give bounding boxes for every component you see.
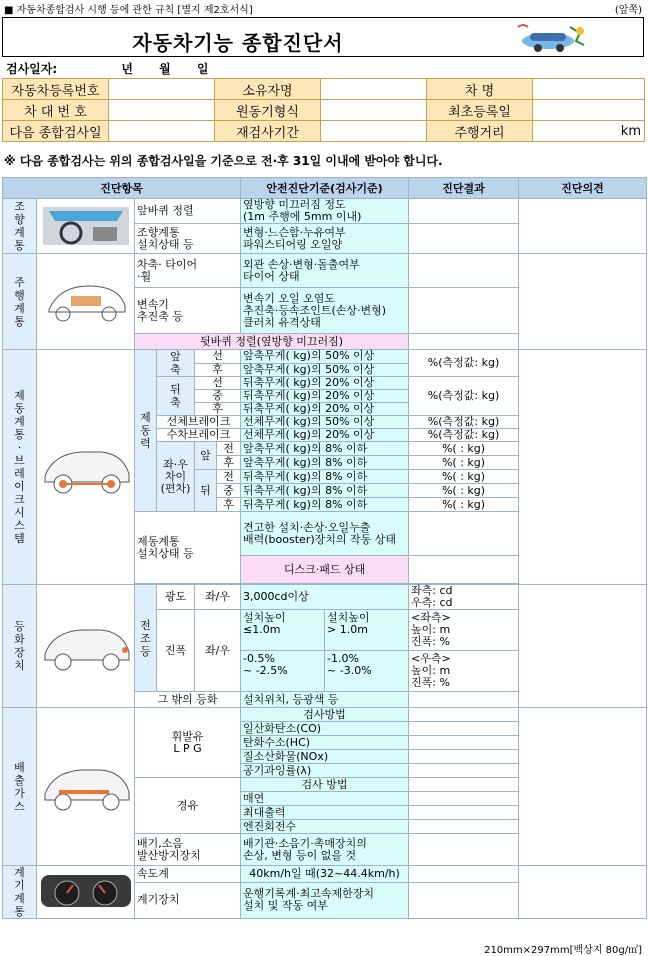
other-lights-std: 설치위치, 등광색 등 [241, 692, 409, 708]
rear-wheel-alignment: 뒷바퀴 정렬(옆방향 미끄러짐) [135, 334, 409, 350]
parking-brake-1: 선체브레이크 [157, 416, 241, 429]
form-reference: ■ 자동차종합검사 시행 등에 관한 규칙 [별지 제2호서식] [4, 5, 253, 16]
headlamp-label: 전조등 [140, 618, 151, 658]
drivetrain-image-icon [41, 270, 131, 330]
engine-type-label: 원동기형식 [215, 100, 321, 121]
drive-category: 주행계통 [14, 275, 25, 328]
light-category: 등화장치 [14, 620, 25, 672]
car-name-label: 차 명 [427, 79, 533, 100]
instrument-cluster-icon [39, 871, 133, 911]
transmission-shaft: 변속기 추진축 등 [135, 288, 241, 334]
exhaust-std: 배기관·소음기·촉매장치의 손상, 변형 등이 없을 것 [241, 834, 409, 866]
drive-result-2[interactable] [409, 288, 519, 334]
drive-std-2: 변속기 오일 오염도 추진축·등속조인트(손상·변형) 클러치 유격상태 [241, 288, 409, 334]
owner-field[interactable] [321, 79, 427, 100]
front-measure: %(측정값: kg) [409, 350, 519, 377]
front-axle-label: 앞축 [170, 350, 181, 376]
parking-brake-2: 수차브레이크 [157, 429, 241, 442]
front-wheel-alignment: 앞바퀴 정렬 [135, 199, 241, 224]
diesel: 경유 [135, 778, 241, 834]
drive-result-3[interactable] [409, 334, 519, 350]
diagnosis-table: 진단항목 안전진단기준(검사기준) 진단결과 진단의견 조향계통 앞바퀴 정렬 옆방향 미끄러짐 정도 (1m 주행에 5mm 이내) 조향계통 설치상태 등 변형·느슨함·누유여부 파워스티어링 오일양 주행계통 차축· 타이어 ·휠 외관 손상·변형·돌출여부 타이어 상태 변속기 추진축 등 변속기 오일 오염도 추진축·등속조인트(손상·변형) 클러치 유격상태 뒷바퀴 정렬(옆방향 미끄러짐) 제동계통·브레이크시스템 제동력 앞축 선 앞축무게( kg)의 50% 이상 %(측정값: kg) 후 앞축무게( kg)의 50% 이상 뒤축 선 뒤축무게( kg)의 20% 이상 %(측정값: kg) 중 뒤축무게( kg)의 20% 이상 후 뒤축무게( kg)의 20% 이상 선체브레이크 선체무게( kg)의 50% 이상 %(측정값: kg) 수차브레이크 선체무게( kg)의 20% 이상 %(측정값: kg) 좌·우 차이 (편차) 앞 전 앞축무게( kg)의 8% 이하 %( : kg) 후 앞축무게( kg)의 8% 이하 %( : kg) 뒤 전 뒤축무게( kg)의 8% 이하 %( : kg) 중 뒤축무게( kg)의 8% 이하 %( : kg) 후 뒤축무게( kg)의 8% 이하 %( : kg) 제동계통 설치상태 등 견고한 설치·손상·오일누출 배력(booster)장치의 작동 상태 디스크·패드 상태 등화장치 전조등 광도 좌/우 3,000cd이상 좌측: cd 우측: cd 진폭 좌/우 설치높이 ≤1.0m 설치높이 > 1.0m <좌측> 높이: m 진폭: % -0.5% ~ -2.5% -1.0% ~ -3.0% <우측> 높이: m 진폭: % 그 밖의 등화 설치위치, 등광색 등 배출가스 휘발유 L P G 검사방법 일산화탄소(CO) 탄화수소(HC) 질소산화물(NOx) 공기과잉률(λ) 경유 검사 방법 매연 최대출력 엔진회전수 배기,소음 발산방지장치 배기관·소음기·촉매장치의 손상, 변형 등이 없을 것 계기계통 속도계 40km/h일 때(32~44.4km/h) 계기장치 운행기록계·최고속제한장치 설치 및 작동 여부 [2, 177, 647, 919]
brake-install: 제동계통 설치상태 등 [135, 512, 241, 584]
owner-label: 소유자명 [215, 79, 321, 100]
title-box [2, 17, 644, 57]
headlight-car-image-icon [39, 610, 133, 680]
aim-label: 진폭 [157, 610, 195, 692]
brake-opinion[interactable] [519, 350, 647, 585]
instrument-device: 계기장치 [135, 882, 241, 918]
steer-result-2[interactable] [409, 224, 519, 254]
brake-install-std: 견고한 설치·손상·오일누출 배력(booster)장치의 작동 상태 [241, 512, 409, 556]
instrument-std: 운행기록계·최고속제한장치 설치 및 작동 여부 [241, 882, 409, 918]
other-lights: 그 밖의 등화 [135, 692, 241, 708]
steering-image-icon [41, 203, 131, 247]
mileage-field[interactable]: km [533, 121, 645, 142]
braking-force-label: 제동력 [140, 411, 151, 450]
col-result: 진단결과 [409, 178, 519, 199]
col-opinion: 진단의견 [519, 178, 647, 199]
drive-result-1[interactable] [409, 254, 519, 288]
inspection-date: 검사일자: 년 월 일 [6, 62, 209, 76]
exhaust-noise-device: 배기,소음 발산방지장치 [135, 834, 241, 866]
vehicle-info-table [2, 78, 645, 142]
col-item: 진단항목 [3, 178, 241, 199]
luminosity-label: 광도 [157, 585, 195, 610]
car-name-field[interactable] [533, 79, 645, 100]
rear-axle-label: 뒤축 [170, 383, 181, 409]
engine-type-field[interactable] [321, 100, 427, 121]
brake-car-image-icon [39, 426, 133, 506]
drive-std-1: 외관 손상·변형·돌출여부 타이어 상태 [241, 254, 409, 288]
steer-result-1[interactable] [409, 199, 519, 224]
method-label: 검사방법 [241, 708, 409, 722]
lr-diff-label: 좌·우 차이 (편차) [157, 442, 195, 512]
car-logo-icon [508, 21, 603, 54]
vin-field[interactable] [109, 100, 215, 121]
next-inspection-label: 다음 종합검사일 [3, 121, 109, 142]
first-reg-field[interactable] [533, 100, 645, 121]
luminosity-result: 좌측: cd 우측: cd [409, 585, 519, 610]
drive-opinion[interactable] [519, 254, 647, 350]
inspection-note: ※ 다음 종합검사는 위의 종합검사일을 기준으로 전·후 31일 이내에 받아야 합니다. [4, 154, 443, 168]
reg-number-field[interactable] [109, 79, 215, 100]
steering-category: 조향계통 [14, 200, 25, 252]
steer-std-1: 옆방향 미끄러짐 정도 (1m 주행에 5mm 이내) [241, 199, 409, 224]
mileage-label: 주행거리 [427, 121, 533, 142]
light-opinion[interactable] [519, 585, 647, 708]
reinspection-field[interactable] [321, 121, 427, 142]
page-title: 자동차기능 종합진단서 [132, 31, 344, 55]
aim-result-left: <좌측> 높이: m 진폭: % [409, 610, 519, 651]
steer-std-2: 변형·느슨함·누유여부 파워스티어링 오일양 [241, 224, 409, 254]
axle-tire-wheel: 차축· 타이어 ·휠 [135, 254, 241, 288]
exhaust-car-image-icon [39, 750, 133, 820]
reinspection-label: 재검사기간 [215, 121, 321, 142]
luminosity-std: 3,000cd이상 [241, 585, 409, 610]
height-le-1m: 설치높이 ≤1.0m [241, 610, 325, 650]
aim-range-2: -1.0% ~ -3.0% [327, 652, 372, 677]
reg-number-label: 자동차등록번호 [3, 79, 109, 100]
gauge-opinion[interactable] [519, 866, 647, 919]
steer-opinion[interactable] [519, 199, 647, 254]
emission-category: 배출가스 [14, 760, 25, 813]
speedometer: 속도계 [135, 866, 241, 883]
steering-install: 조향계통 설치상태 등 [135, 224, 241, 254]
col-standard: 안전진단기준(검사기준) [241, 178, 409, 199]
aim-range-1: -0.5% ~ -2.5% [241, 651, 325, 691]
aim-result-right: <우측> 높이: m 진폭: % [409, 651, 519, 692]
vin-label: 차 대 번 호 [3, 100, 109, 121]
next-inspection-field[interactable] [109, 121, 215, 142]
paper-spec: 210mm×297mm[백상지 80g/㎡] [484, 945, 642, 956]
speedometer-std: 40km/h일 때(32~44.4km/h) [241, 866, 409, 883]
first-reg-label: 최초등록일 [427, 100, 533, 121]
brake-category: 제동계통·브레이크시스템 [14, 389, 25, 545]
height-gt-1m: 설치높이 > 1.0m [327, 611, 370, 636]
emission-opinion[interactable] [519, 708, 647, 866]
gasoline-lpg: 휘발유 L P G [135, 708, 241, 778]
disc-pad-state: 디스크·패드 상태 [241, 556, 409, 584]
page-side: (앞쪽) [614, 5, 642, 16]
rear-measure: %(측정값: kg) [409, 377, 519, 416]
gauge-category: 계기계통 [14, 866, 25, 918]
